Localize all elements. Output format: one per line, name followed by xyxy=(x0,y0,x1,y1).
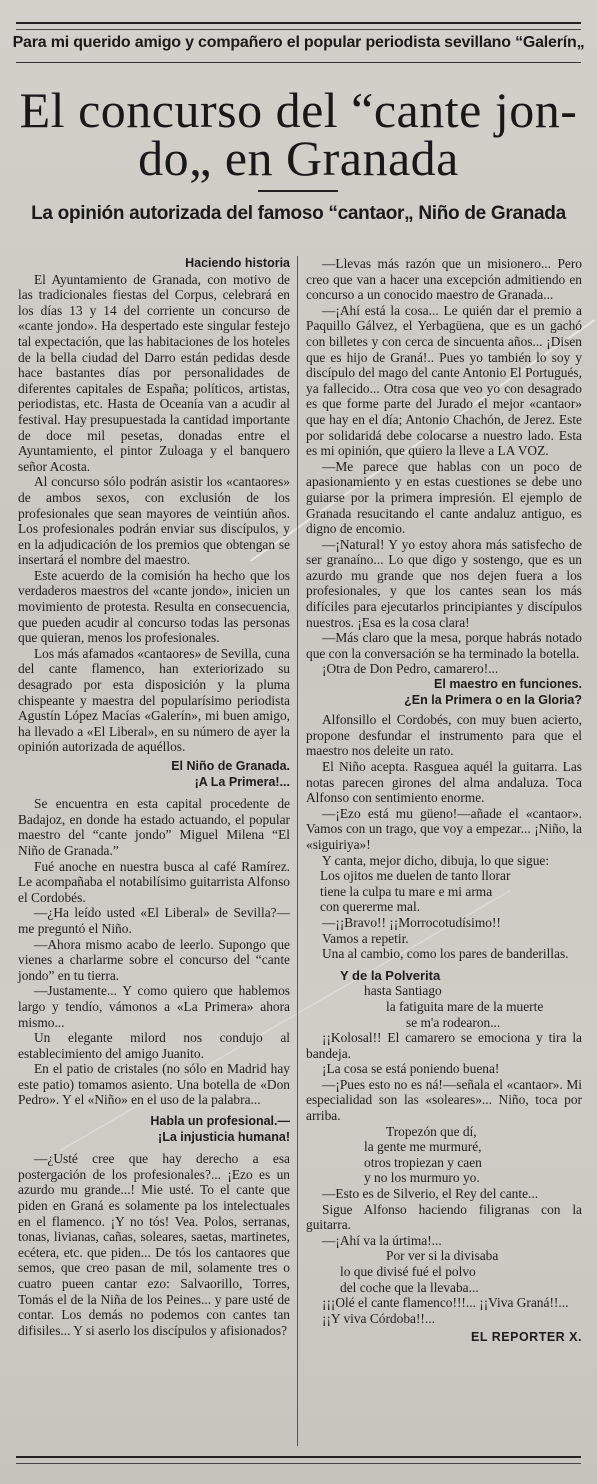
paragraph: Un elegante milord nos condujo al establecimiento del amigo Juanito. xyxy=(18,1030,290,1061)
paragraph: —¡Pues esto no es ná!—señala el «cantaor». Mi especialidad son las «soleares»... Niño, toca por arriba. xyxy=(306,1076,582,1124)
verse-line: y no los murmuro yo. xyxy=(364,1170,480,1186)
verse-line: Y de la Polverita xyxy=(340,967,441,983)
paragraph: Sigue Alfonso haciendo filigranas con la guitarra. xyxy=(306,1201,582,1233)
section-heading: ¿En la Primera o en la Gloria? xyxy=(404,692,582,707)
paragraph: —Ahora mismo acabo de leerlo. Supongo que vienes a charlarme sobre el concurso del “cante jondo” en tu tierra. xyxy=(18,936,290,983)
paragraph: —¿Usté cree que hay derecho a esa postergación de los profesionales?... ¡Ezo es un azurdo mu grande...! Mie usté. To el cante que piden en Graná es solamente pa los intelectuales en el flamenco. ¡Y no tós! Vea. Polos, serranas, tonas, livianas, cañas, soleares, saetas, martinetes, ecétera, etc. que piden... De tós los cantaores que semos, que creo pasan de mil, solamente tres o cuatro pueen cantar ezo: Salvaorillo, Torres, Tomás el de la Niña de los Peines... y pare usté de contar. Los demás no podemos con cantes tan difisiles... Y si aserlo los discípulos y afisionados? xyxy=(18,1151,290,1338)
verse xyxy=(306,1124,582,1186)
paragraph: —Más claro que la mesa, porque habrás notado que con la conversación se ha terminado la botella. xyxy=(306,630,582,661)
top-rule xyxy=(16,22,581,30)
left-column xyxy=(18,256,290,1338)
section-heading: El maestro en funciones. xyxy=(434,677,582,692)
paragraph: Al concurso sólo podrán asistir los «cantaores» de ambos sexos, con exclusión de los profesionales que sean mayores de veintiún años. Los profesionales podrán enviar sus discípulos, y en la adjudicación de los premios que obtengan se insertará el nombre del maestro. xyxy=(18,474,290,568)
headline xyxy=(0,82,597,186)
column-divider xyxy=(297,256,298,1446)
paragraph: —¡Ahí va la úrtima!... xyxy=(322,1232,442,1248)
paragraph: El Ayuntamiento de Granada, con motivo de las tradicionales fiestas del Corpus, celebrará en los días 13 y 14 del corriente un concurso de «cante jondo». Ha despertado este singular festejo tal expectación, que las habitaciones de los hoteles de la bella ciudad del Darro están pedidas desde hace bastantes días por personalidades de diferentes capitales de España; políticos, artistas, periodistas, etc. Hasta de Oceanía van a acudir al festival. Hay presupuestada la cantidad importante de doce mil pesetas, donadas entre el Ayuntamiento, el pintor Zuloaga y el banquero señor Acosta. xyxy=(18,271,290,474)
title-rule xyxy=(258,190,338,192)
verse-line: otros tropiezan y caen xyxy=(364,1154,482,1170)
verse-line: lo que divisé fué el polvo xyxy=(340,1264,476,1279)
paragraph: —Llevas más razón que un misionero... Pero creo que van a hacer una excepción admitiendo en concurso a un conocido maestro de Granada... xyxy=(306,256,582,303)
paragraph: —¡Ahí está la cosa... Le quién dar el premio a Paquillo Gálvez, el Yerbagüena, que es un gachó con billetes y con cerca de sincuenta años... ¡Disen que es hijo de Graná!.. Pues yo también lo soy y discípulo del mago del cante Antonio El Portugués, ya fallecido... Otra cosa que veo yo con desagrado es que forme parte del Jurado el mejor «cantaor» que hay en el día; Antonio Chachón, de Jerez. Este por solidaridá debe colocarse a nuestro lado. Esta es mi opinión, que quiero la lleve a LA VOZ. xyxy=(306,302,582,459)
verse xyxy=(306,1248,582,1295)
paragraph: Se encuentra en esta capital procedente de Badajoz, en donde ha estado actuando, el popular maestro del “cante jondo” Miguel Milena “El Niño de Granada.” xyxy=(18,796,290,858)
paragraph: Los más afamados «cantaores» de Sevilla, cuna del cante flamenco, han exteriorizado su desagrado por esta disposición y la pluma chispeante y maestra del popularísimo periodista Agustín López Macías «Galerín», mi buen amigo, ha llevado a «El Liberal», en su número de ayer la opinión autorizada de aquéllos. xyxy=(18,645,290,755)
verse-line: se m'a rodearon... xyxy=(406,1014,501,1030)
paragraph: Una al cambio, como los pares de banderillas. xyxy=(322,946,569,962)
signature: EL REPORTER X. xyxy=(471,1330,582,1345)
paragraph: ¡¡Y viva Córdoba!!... xyxy=(322,1310,435,1326)
paragraph: —¡¡Bravo!! ¡¡Morrocotudísimo!! xyxy=(322,914,501,930)
verse-line: Tropezón que dí, xyxy=(386,1123,477,1139)
dedication: Para mi querido amigo y compañero el popular periodista sevillano “Galerín„ xyxy=(12,34,585,51)
verse-line: del coche que la llevaba... xyxy=(340,1279,479,1295)
paragraph: —Justamente... Y como quiero que hablemos largo y tendío, vámonos a «La Primera» ahora mismo... xyxy=(18,983,290,1030)
paragraph: Alfonsillo el Cordobés, con muy buen acierto, propone desfundar el instrumento para que el maestro nos deleite un rato. xyxy=(306,712,582,759)
right-column xyxy=(306,256,582,1346)
bottom-rule xyxy=(16,1456,581,1464)
paragraph: ¡Otra de Don Pedro, camarero!... xyxy=(322,661,499,677)
paragraph: ¡¡¡Olé el cante flamenco!!!... ¡¡Viva Graná!!... xyxy=(322,1295,569,1311)
section-heading: ¡A La Primera!... xyxy=(194,774,290,789)
paragraph: —¡Natural! Y yo estoy ahora más satisfecho de ser granaíno... Lo que digo y sostengo, que es un azurdo mu grande que nos dejen fuera a los profesionales, y que los cantes sean los más difíciles para ejecutarlos principiantes y discípulos nuestros. ¡Esa es la cosa clara! xyxy=(306,536,582,630)
verse-line: Los ojitos me duelen de tanto llorar xyxy=(320,868,511,884)
paragraph: —Me parece que hablas con un poco de apasionamiento y en estas cuestiones se debe uno guiarse por la primera impresión. El ejemplo de Granada resucitando el cante andaluz antiguo, es digno de encomio. xyxy=(306,458,582,537)
section-heading: Haciendo historia xyxy=(185,256,290,270)
paragraph: El Niño acepta. Rasguea aquél la guitarra. Las notas parecen girones del alma andaluza. Toca Alfonso con sentimiento enorme. xyxy=(306,759,582,806)
paragraph: Y canta, mejor dicho, dibuja, lo que sigue: xyxy=(322,852,550,868)
verse-line: hasta Santiago xyxy=(364,983,442,999)
paragraph: En el patio de cristales (no sólo en Madrid hay este patio) tomamos asiento. Una botella de «Don Pedro». Y el «Niño» en el uso de la palabra... xyxy=(18,1061,290,1108)
paragraph: ¡La cosa se está poniendo buena! xyxy=(322,1061,500,1077)
dedication-rule xyxy=(16,62,581,66)
paragraph: Vamos a repetir. xyxy=(322,930,409,946)
paragraph: —¿Ha leído usted «El Liberal» de Sevilla?—me preguntó el Niño. xyxy=(18,905,290,936)
paragraph: Fué anoche en nuestra busca al café Ramírez. Le acompañaba el notabilísimo guitarrista Alfonso el Cordobés. xyxy=(18,858,290,905)
section-heading: ¡La injusticia humana! xyxy=(158,1129,290,1144)
paragraph: Este acuerdo de la comisión ha hecho que los verdaderos maestros del «cante jondo», inicien un movimiento de protesta. Resulta en consecuencia, que pueden acudir al concurso todas las personas que quieran, menos los profesionales. xyxy=(18,567,290,646)
paragraph: ¡¡Kolosal!! El camarero se emociona y tira la bandeja. xyxy=(306,1030,582,1061)
verse-line: tiene la culpa tu mare e mi arma xyxy=(320,883,493,899)
verse-line: Por ver si la divisaba xyxy=(386,1248,499,1264)
paragraph: —¡Ezo está mu güeno!—añade el «cantaor». Vamos con un trago, que voy a empezar... ¡Niño, la «siguiriya»! xyxy=(306,805,582,852)
section-heading: Habla un profesional.— xyxy=(150,1114,290,1129)
verse-line: la gente me murmuré, xyxy=(364,1139,482,1155)
verse-line: con quererme mal. xyxy=(320,899,421,915)
section-heading: El Niño de Granada. xyxy=(171,759,290,773)
subtitle: La opinión autorizada del famoso “cantaor„ Niño de Granada xyxy=(31,203,566,224)
verse xyxy=(306,868,582,915)
headline-line: El concurso del “cante jon- xyxy=(19,82,578,138)
verse xyxy=(306,968,582,1030)
headline-line: do„ en Granada xyxy=(138,130,459,186)
paragraph: —Esto es de Silverio, el Rey del cante... xyxy=(322,1186,539,1202)
verse-line: la fatiguita mare de la muerte xyxy=(386,998,544,1014)
